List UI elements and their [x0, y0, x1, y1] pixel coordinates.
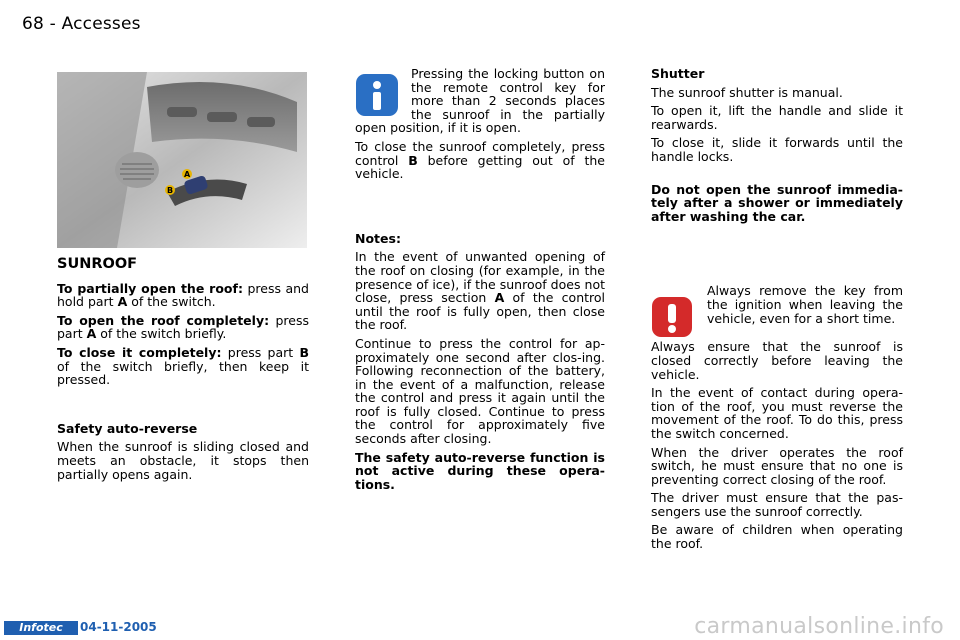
shutter-title: Shutter: [651, 66, 705, 81]
key-b: B: [299, 344, 309, 360]
footer-date: 04-11-2005: [80, 620, 157, 634]
shutter-p1: The sunroof shutter is manual.: [651, 84, 843, 100]
notes-paragraph-2: Continue to press the control for ap-proximately one second after clos-ing. Following reconnection of the battery, in the event of a malfunction, release the control and press it again until the roof is fully closed. Continue to press the control for approximately five seconds after closing.: [355, 335, 605, 447]
page-number: 68: [22, 14, 45, 34]
close-paragraph: To close it completely: press part B of the switch briefly, then keep it pressed.: [57, 344, 309, 388]
sunroof-title: SUNROOF: [57, 256, 138, 272]
key-a: A: [86, 326, 97, 342]
safety-text: When the sunroof is sliding closed and meets an obstacle, it stops then partially opens again.: [57, 439, 309, 482]
locking-button-note: Pressing the locking button on the remote control key for more than 2 seconds places the sunroof in the partially open position, if it is open.: [355, 66, 605, 136]
children-aware: Be aware of children when operating the roof.: [651, 522, 903, 552]
passengers-use: The driver must ensure that the pas-sengers use the sunroof correctly.: [651, 490, 903, 519]
column-2: [355, 67, 605, 496]
key-b: B: [408, 152, 418, 168]
wash-warning: Do not open the sunroof immedia-tely after a shower or immediately after washing the car.: [651, 181, 903, 224]
key-a: A: [494, 290, 505, 306]
key-a: A: [117, 294, 128, 310]
notes-title: Notes:: [355, 230, 401, 246]
switch-label-b: B: [167, 186, 174, 195]
full-open-paragraph: To open the roof completely: press part A of the switch briefly.: [57, 312, 309, 342]
shutter-p2: To open it, lift the handle and slide it rearwards.: [651, 103, 903, 132]
watermark: carmanualsonline.info: [694, 614, 944, 639]
safety-title: Safety auto-reverse: [57, 420, 198, 436]
switch-label-a: A: [184, 170, 191, 179]
info-icon: [355, 73, 399, 117]
column-1: [57, 258, 309, 486]
closed-correctly: Always ensure that the sunroof is closed correctly before leaving the vehicle.: [651, 339, 903, 382]
auto-reverse-warning: The safety auto-reverse function is not active during these opera-tions.: [355, 449, 605, 492]
section-title: Accesses: [61, 14, 141, 34]
header-separator: -: [44, 14, 62, 34]
contact-reverse: In the event of contact during opera-tion of the roof, you must reverse the movement of the roof. To do this, press the switch concerned.: [651, 385, 903, 441]
partial-open-paragraph: To partially open the roof: press and hold part A of the switch.: [57, 280, 309, 310]
close-before-leaving: To close the sunroof completely, press control B before getting out of the vehicle.: [355, 138, 605, 182]
page-header: [22, 14, 141, 34]
remove-key-warning: Always remove the key from the ignition when leaving the vehicle, even for a short time.: [707, 283, 903, 326]
sunroof-switch-photo: [57, 72, 307, 248]
column-3: [651, 67, 903, 556]
close-lead: To close it completely:: [57, 344, 222, 360]
infotec-badge: Infotec: [4, 621, 78, 635]
full-open-lead: To open the roof completely:: [57, 312, 270, 328]
partial-open-lead: To partially open the roof:: [57, 280, 243, 296]
warning-icon: [651, 296, 693, 338]
shutter-p3: To close it, slide it forwards until the handle locks.: [651, 135, 903, 164]
notes-paragraph-1: In the event of unwanted opening of the roof on closing (for example, in the presence of ice), if the sunroof does not close, press section A of the control until the roof is fully open, then close the roof.: [355, 249, 605, 333]
driver-ensure: When the driver operates the roof switch, he must ensure that no one is preventing correct closing of the roof.: [651, 444, 903, 487]
